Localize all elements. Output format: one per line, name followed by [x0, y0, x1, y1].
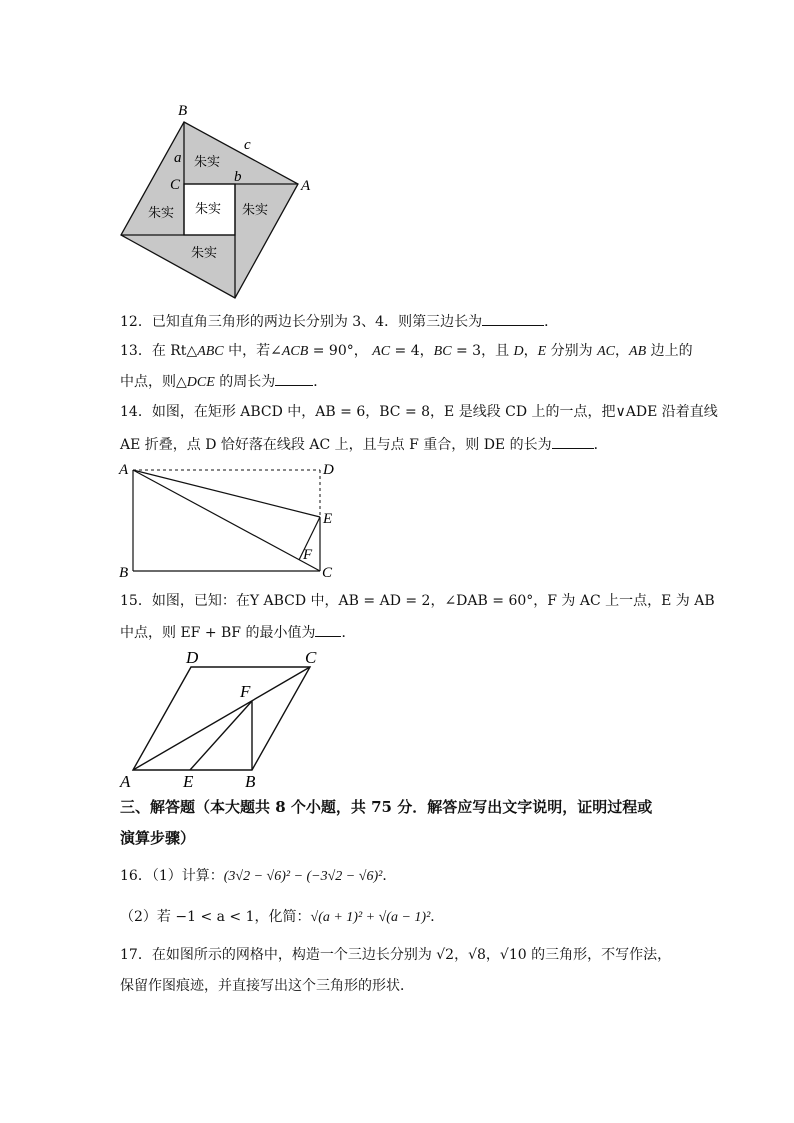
question-13-line2 — [120, 371, 327, 393]
q13-text-a: 13．在 Rt△ — [120, 343, 198, 359]
parallelogram-figure — [112, 645, 342, 793]
q16-part1-expr: (3√2 − √6)² − (−3√2 − √6)² — [223, 869, 383, 884]
q13-text-e: 边上的 — [646, 343, 693, 359]
cell-label-center: 朱实 — [195, 202, 222, 217]
q15-blank[interactable] — [315, 622, 341, 637]
q13-bc: BC — [433, 344, 452, 359]
rect-F-label: F — [303, 547, 313, 563]
question-15-line1 — [120, 591, 715, 611]
question-14-line1 — [120, 402, 718, 422]
q13-end: ． — [313, 374, 328, 390]
q12-text: 12．已知直角三角形的两边长分别为 3、4．则第三边长为 — [120, 314, 483, 330]
question-16-part2 — [120, 907, 444, 928]
side-b-label: b — [234, 169, 242, 185]
q13-acb: ACB — [281, 344, 309, 359]
q14-end: ． — [593, 437, 608, 453]
q13-ac2: AC — [597, 344, 616, 359]
q15-line1: 15．如图，已知：在Y ABCD 中，AB = AD = 2，∠DAB = 60°，F 为 AC 上一点，E 为 AB — [120, 593, 715, 609]
q13-sep: ， — [523, 343, 538, 359]
cell-label-left: 朱实 — [148, 206, 175, 221]
q13-text-d: 分别为 — [546, 343, 598, 359]
vertex-A-label: A — [301, 178, 311, 194]
q16-part2-end: ． — [430, 909, 445, 925]
q17-line1: 17．在如图所示的网格中，构造一个三边长分别为 √2，√8，√10 的三角形，不写作法， — [120, 947, 672, 963]
rect-C-label: C — [322, 565, 333, 581]
rect-A-label: A — [119, 462, 129, 478]
side-c-label: c — [244, 137, 251, 153]
section-3-heading-line2 — [120, 828, 195, 848]
q16-part1-end: ． — [382, 868, 397, 884]
cell-label-bottom: 朱实 — [191, 246, 218, 261]
q13-text-b: 中，若∠ — [223, 343, 282, 359]
q13-ac-val: = 4， — [390, 343, 434, 359]
q16-part2-expr: √(a + 1)² + √(a − 1)² — [310, 910, 431, 925]
section3-line1: 三、解答题（本大题共 8 个小题，共 75 分．解答应写出文字说明，证明过程或 — [120, 798, 653, 816]
para-B-label: B — [245, 772, 256, 791]
q13-dce: DCE — [186, 375, 215, 390]
vertex-B-label: B — [178, 103, 188, 119]
q13-blank[interactable] — [275, 371, 313, 386]
q13-text-c: = 90°， — [308, 343, 368, 359]
q17-line2: 保留作图痕迹，并直接写出这个三角形的形状． — [120, 978, 414, 994]
q13-ac: AC — [372, 344, 391, 359]
q14-line2: AE 折叠，点 D 恰好落在线段 AC 上，且与点 F 重合，则 DE 的长为 — [120, 437, 552, 453]
pythagoras-figure — [110, 95, 320, 305]
section-3-heading-line1 — [120, 797, 652, 817]
q12-blank[interactable] — [482, 311, 544, 326]
q13-bc-val: = 3，且 — [451, 343, 514, 359]
q12-end: ． — [544, 314, 559, 330]
section3-line2: 演算步骤） — [120, 829, 196, 847]
q13-abc: ABC — [197, 344, 224, 359]
question-15-line2 — [120, 622, 355, 643]
side-a-label: a — [174, 150, 182, 166]
q16-part2-label: （2）若 −1 < a < 1，化简： — [120, 909, 311, 925]
q15-line2: 中点，则 EF + BF 的最小值为 — [120, 625, 316, 641]
cell-label-top: 朱实 — [194, 155, 221, 170]
q14-line1: 14．如图，在矩形 ABCD 中，AB = 6，BC = 8，E 是线段 CD 上的一点，把∨ADE 沿着直线 — [120, 404, 718, 420]
q13-line2-b: 的周长为 — [214, 374, 276, 390]
vertex-C-label: C — [170, 177, 181, 193]
q14-blank[interactable] — [552, 434, 594, 449]
q13-ab: AB — [629, 344, 647, 359]
para-A-label: A — [120, 772, 131, 791]
rect-D-label: D — [323, 462, 334, 478]
question-17-line2 — [120, 976, 414, 996]
q13-e: E — [537, 344, 547, 359]
para-C-label: C — [305, 648, 317, 667]
q13-line2-a: 中点，则△ — [120, 374, 187, 390]
rect-E-label: E — [323, 511, 333, 527]
q13-comma: ， — [615, 343, 630, 359]
question-12 — [120, 311, 558, 332]
para-F-label: F — [240, 682, 251, 701]
question-16-part1 — [120, 866, 396, 887]
q13-d: D — [513, 344, 524, 359]
para-D-label: D — [186, 648, 199, 667]
question-17-line1 — [120, 945, 671, 965]
q16-part1-label: 16．（1）计算： — [120, 868, 224, 884]
rect-B-label: B — [119, 565, 129, 581]
para-E-label: E — [183, 772, 194, 791]
q15-end: ． — [341, 625, 356, 641]
rectangle-fold-figure — [112, 460, 342, 582]
question-14-line2 — [120, 434, 608, 455]
cell-label-right: 朱实 — [242, 203, 269, 218]
question-13-line1 — [120, 341, 693, 362]
